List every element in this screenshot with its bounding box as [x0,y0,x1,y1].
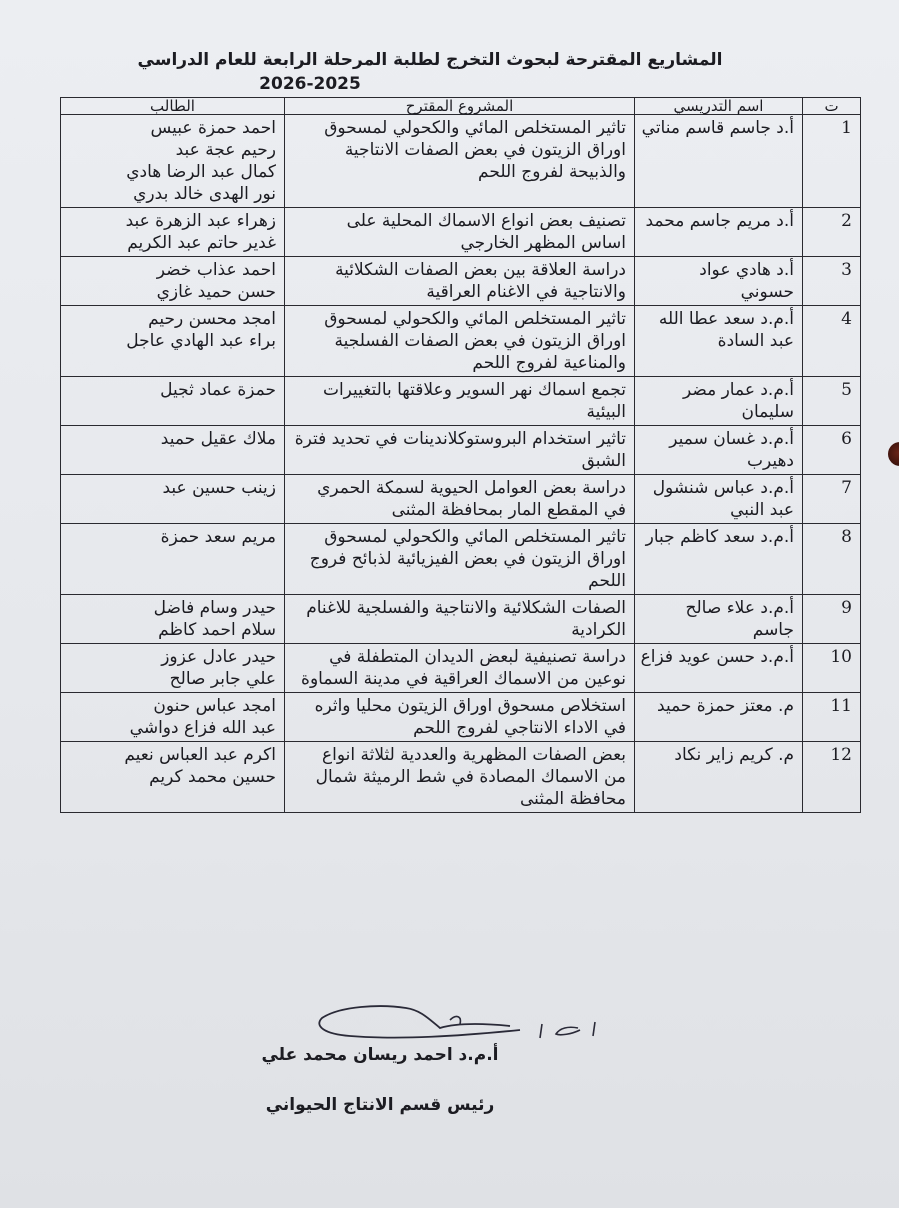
students-cell [61,742,285,813]
instructor-line: أ.م.د سعد كاظم جبار [645,527,794,547]
project-line: دراسة العلاقة بين بعض الصفات الشكلائية [335,260,626,280]
student-name: مريم سعد حمزة [160,527,276,547]
student-name: حيدر وسام فاضل [153,598,276,618]
row-number: 2 [803,208,861,257]
academic-year: 2026-2025 [259,74,361,94]
project-cell [285,475,635,524]
projects-table [60,97,861,813]
student-name: حمزة عماد ثجيل [160,380,276,400]
project-line: تصنيف بعض انواع الاسماك المحلية على [346,211,626,231]
table-row [61,115,861,208]
project-line: الصفات الشكلائية والانتاجية والفسلجية للاغنام [306,598,626,618]
students-cell [61,257,285,306]
table-row [61,426,861,475]
instructor-cell [635,693,803,742]
project-cell [285,115,635,208]
instructor-line: سليمان [741,402,794,422]
students-cell [61,208,285,257]
instructor-line: دهيرب [746,451,794,471]
instructor-cell [635,742,803,813]
project-cell [285,208,635,257]
header-number: ت [803,98,861,115]
project-cell [285,693,635,742]
student-name: رحيم عجة عبد [175,140,276,160]
project-line: البيئية [586,402,626,422]
project-line: تجمع اسماك نهر السوير وعلاقتها بالتغييرات [322,380,626,400]
table-header-row [61,98,861,115]
instructor-line: أ.م.د عباس شنشول [652,478,794,498]
row-number: 7 [803,475,861,524]
project-line: اوراق الزيتون في بعض الصفات الفسلجية [334,331,626,351]
project-cell [285,644,635,693]
instructor-line: أ.د جاسم قاسم مناتي [641,118,794,138]
instructor-cell [635,377,803,426]
students-cell [61,693,285,742]
table-row [61,257,861,306]
project-line: الكرادية [571,620,626,640]
students-cell [61,595,285,644]
row-number: 3 [803,257,861,306]
project-line: الشبق [581,451,626,471]
row-number: 10 [803,644,861,693]
row-number: 11 [803,693,861,742]
student-name: احمد عذاب خضر [156,260,276,280]
project-cell [285,426,635,475]
students-cell [61,115,285,208]
project-line: تاثير المستخلص المائي والكحولي لمسحوق [324,309,626,329]
students-cell [61,524,285,595]
instructor-cell [635,115,803,208]
punch-hole-top [888,442,899,466]
project-cell [285,257,635,306]
project-line: في المقطع المار بمحافظة المثنى [391,500,626,520]
student-name: براء عبد الهادي عاجل [126,331,276,351]
project-line: دراسة بعض العوامل الحيوية لسمكة الحمري [317,478,626,498]
student-name: حسين محمد كريم [149,767,276,787]
instructor-line: أ.م.د حسن عويد فزاع [640,647,794,667]
student-name: اكرم عبد العباس نعيم [124,745,276,765]
instructor-line: أ.د هادي عواد [699,260,794,280]
instructor-line: عبد النبي [730,500,794,520]
table-row [61,208,861,257]
student-name: ملاك عقيل حميد [160,429,276,449]
instructor-line: أ.م.د عمار مضر [682,380,794,400]
project-line: نوعين من الاسماك العراقية في مدينة السماوة [301,669,626,689]
students-cell [61,475,285,524]
instructor-line: أ.م.د علاء صالح [685,598,794,618]
student-name: علي جابر صالح [169,669,276,689]
instructor-line: حسوني [740,282,794,302]
student-name: نور الهدى خالد بدري [133,184,276,204]
table-row [61,693,861,742]
project-line: محافظة المثنى [519,789,626,809]
instructor-line: م. كريم زاير نكاد [674,745,794,765]
instructor-line: عبد السادة [717,331,794,351]
instructor-cell [635,595,803,644]
table-row [61,524,861,595]
table-row [61,475,861,524]
project-line: تاثير استخدام البروستوكلاندينات في تحديد فترة [294,429,626,449]
project-cell [285,306,635,377]
student-name: حيدر عادل عزوز [161,647,276,667]
project-line: في الاداء الانتاجي لفروج اللحم [413,718,626,738]
project-cell [285,595,635,644]
project-cell [285,742,635,813]
instructor-line: جاسم [752,620,794,640]
students-cell [61,306,285,377]
student-name: زينب حسين عبد [162,478,276,498]
project-line: والمناعية لفروج اللحم [472,353,626,373]
student-name: كمال عبد الرضا هادي [126,162,276,182]
project-line: والانتاجية في الاغنام العراقية [426,282,626,302]
instructor-line: م. معتز حمزة حميد [657,696,794,716]
table-row [61,306,861,377]
table-row [61,644,861,693]
row-number: 6 [803,426,861,475]
instructor-cell [635,644,803,693]
row-number: 12 [803,742,861,813]
instructor-cell [635,208,803,257]
project-line: اساس المظهر الخارجي [460,233,626,253]
project-line: استخلاص مسحوق اوراق الزيتون محليا واثره [314,696,626,716]
instructor-cell [635,475,803,524]
student-name: عبد الله فزاع دواشي [129,718,276,738]
student-name: زهراء عبد الزهرة عبد [125,211,276,231]
table-row [61,742,861,813]
project-line: من الاسماك المصادة في شط الرميثة شمال [315,767,626,787]
header-students: الطالب [61,98,285,115]
instructor-line: أ.م.د سعد عطا الله [658,309,794,329]
instructor-line: أ.د مريم جاسم محمد [645,211,794,231]
students-cell [61,426,285,475]
project-line: اوراق الزيتون في بعض الصفات الانتاجية [344,140,626,160]
project-line: اوراق الزيتون في بعض الفيزيائية لذبائح فروج [309,549,626,569]
instructor-cell [635,524,803,595]
project-cell [285,524,635,595]
row-number: 4 [803,306,861,377]
project-line: والذبيحة لفروج اللحم [478,162,626,182]
project-line: تاثير المستخلص المائي والكحولي لمسحوق [324,527,626,547]
header-instructor: اسم التدريسي [635,98,803,115]
row-number: 5 [803,377,861,426]
students-cell [61,377,285,426]
project-line: اللحم [588,571,626,591]
project-line: تاثير المستخلص المائي والكحولي لمسحوق [324,118,626,138]
student-name: احمد حمزة عبيس [150,118,276,138]
row-number: 8 [803,524,861,595]
student-name: سلام احمد كاظم [158,620,276,640]
instructor-cell [635,426,803,475]
row-number: 1 [803,115,861,208]
table-body [61,115,861,813]
signatory-title: رئيس قسم الانتاج الحيواني [265,1095,495,1115]
table-row [61,377,861,426]
row-number: 9 [803,595,861,644]
project-line: بعض الصفات المظهرية والعددية لثلاثة انواع [322,745,626,765]
project-line: دراسة تصنيفية لبعض الديدان المتطفلة في [329,647,626,667]
header-project: المشروع المقترح [285,98,635,115]
student-name: امجد عباس حنون [153,696,276,716]
instructor-line: أ.م.د غسان سمير [669,429,794,449]
student-name: امجد محسن رحيم [148,309,276,329]
student-name: حسن حميد غازي [156,282,276,302]
instructor-cell [635,257,803,306]
students-cell [61,644,285,693]
signatory-name: أ.م.د احمد ريسان محمد علي [261,1045,499,1065]
table-row [61,595,861,644]
student-name: غدير حاتم عبد الكريم [127,233,276,253]
document-title: المشاريع المقترحة لبحوث التخرج لطلبة المرحلة الرابعة للعام الدراسي [137,50,723,70]
instructor-cell [635,306,803,377]
project-cell [285,377,635,426]
